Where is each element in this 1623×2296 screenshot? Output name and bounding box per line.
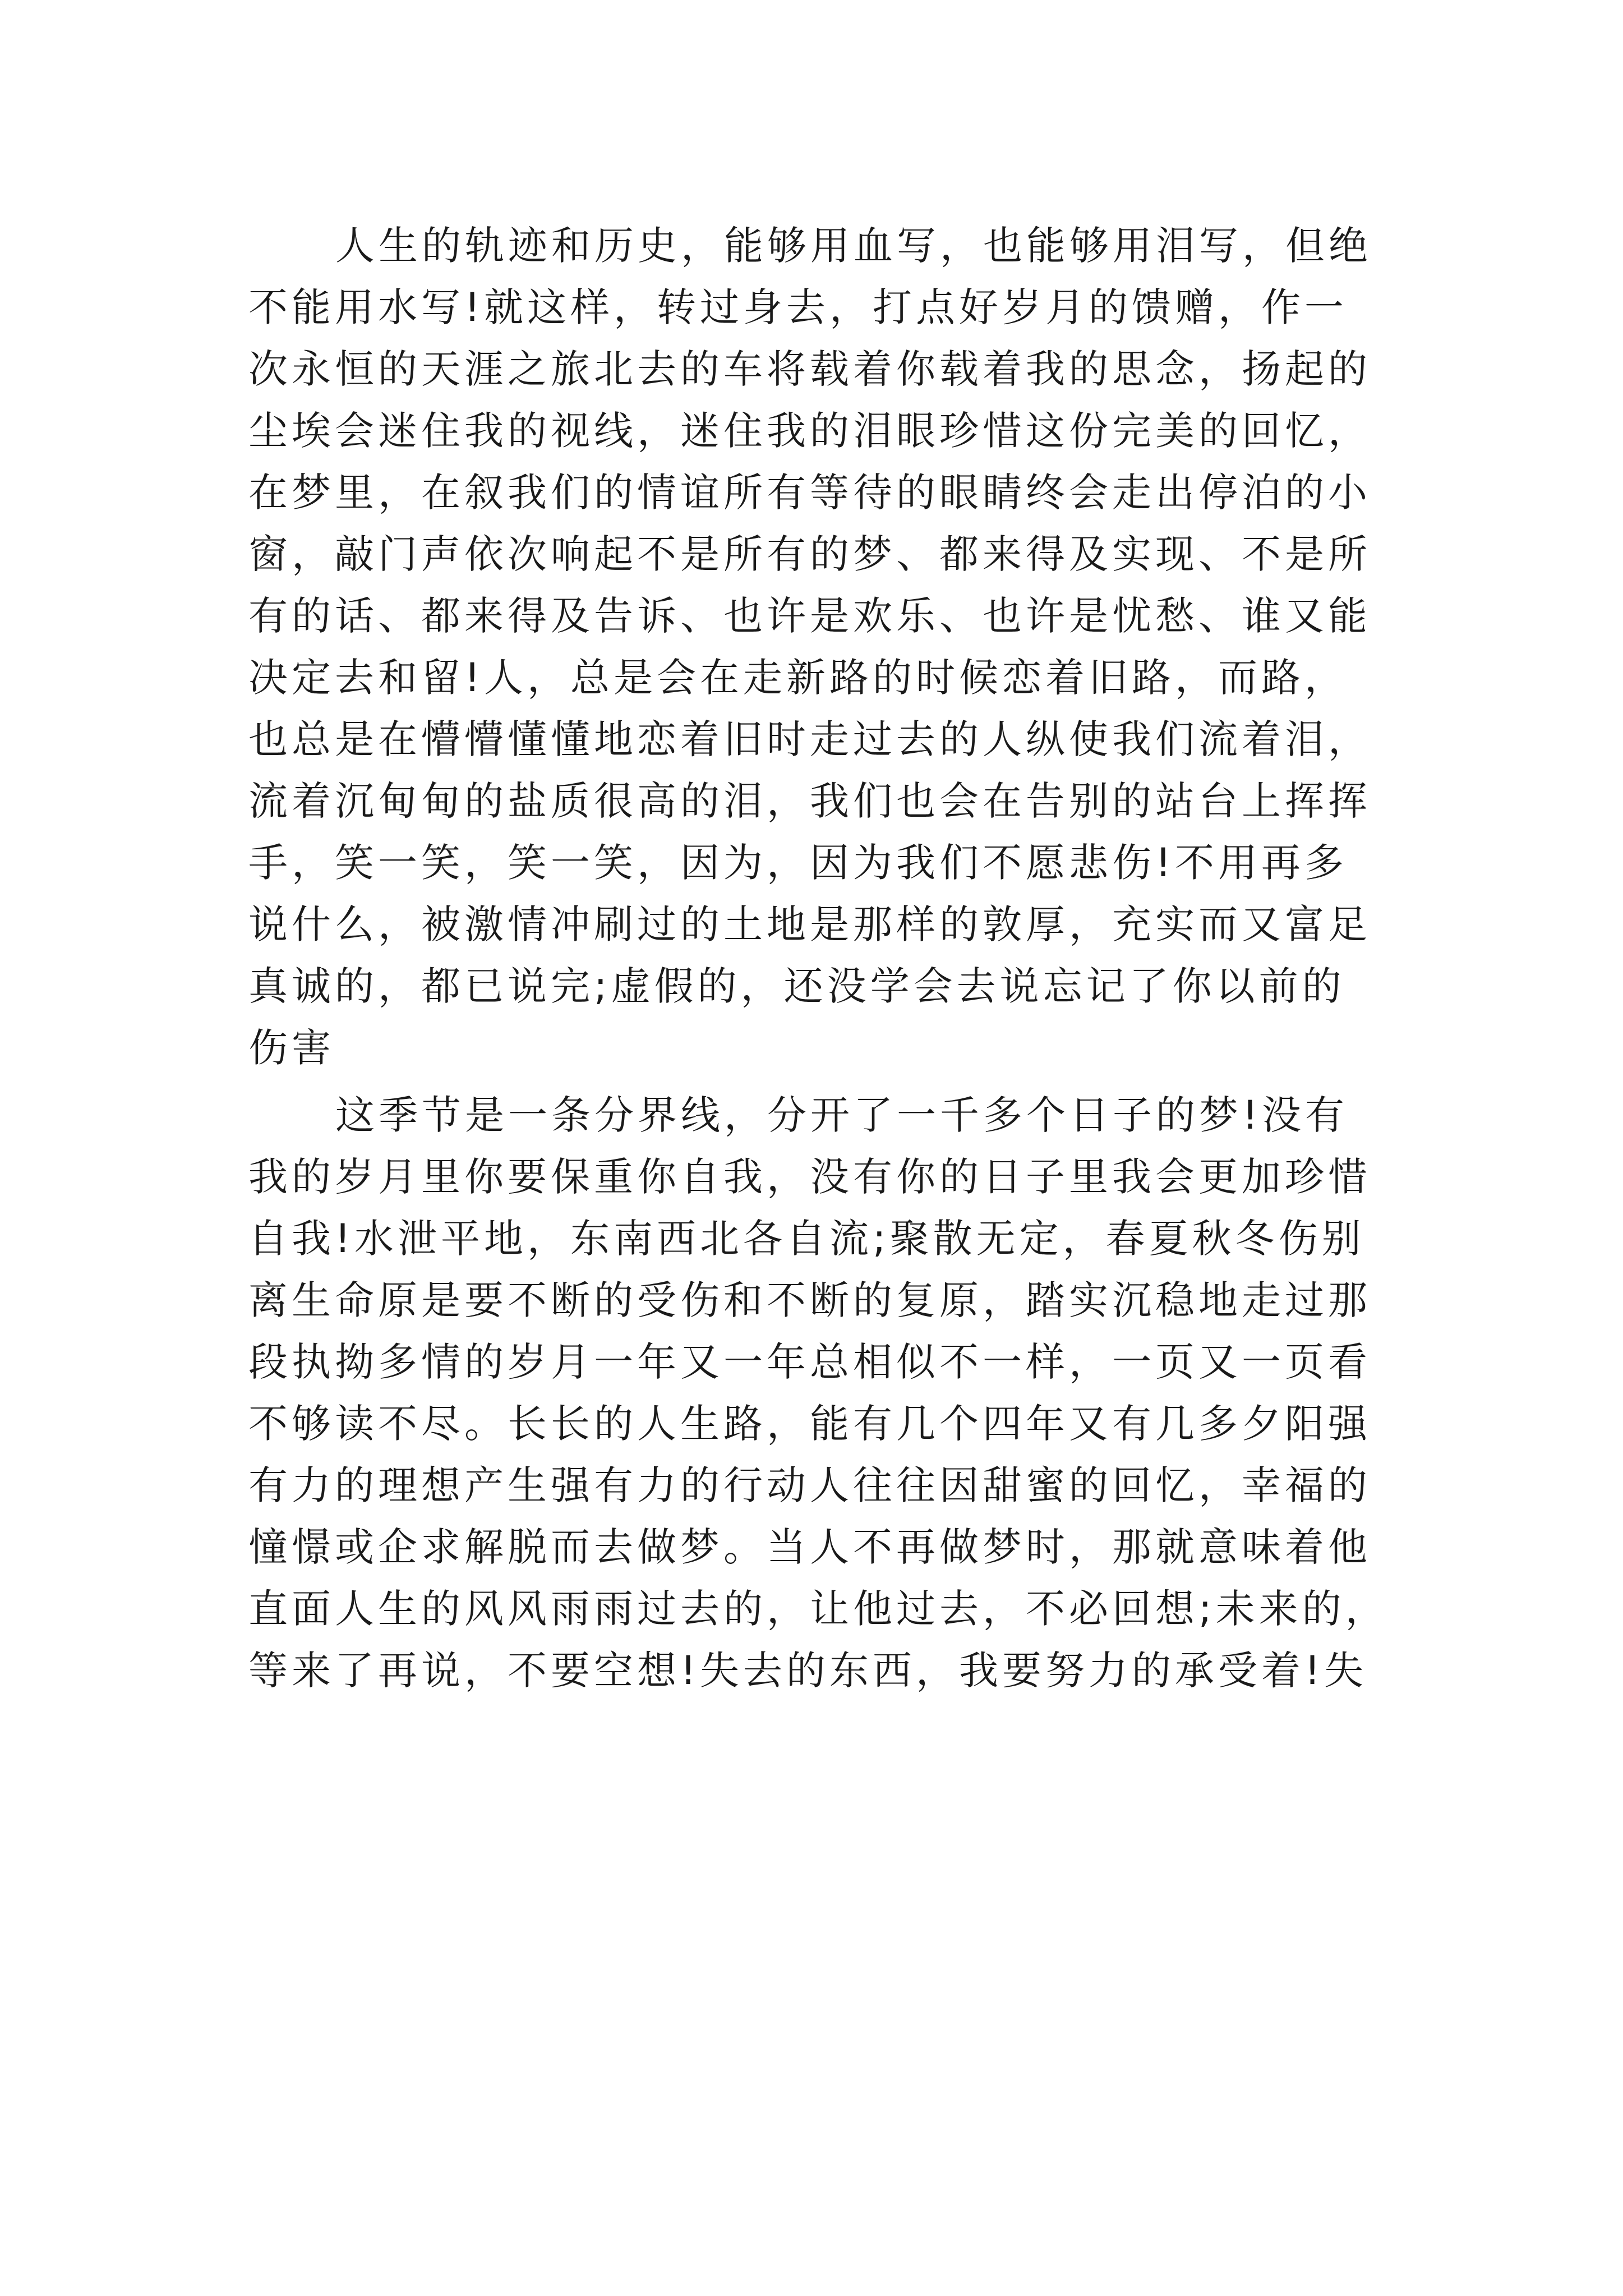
text-line: 说什么，被激情冲刷过的土地是那样的敦厚，充实而又富足 [248,901,1371,947]
text-line: 自我!水泄平地，东南西北各自流;聚散无定，春夏秋冬伤别 [248,1216,1365,1262]
text-line: 憧憬或企求解脱而去做梦。当人不再做梦时，那就意味着他 [248,1524,1371,1570]
text-line: 我的岁月里你要保重你自我，没有你的日子里我会更加珍惜 [248,1154,1371,1200]
text-line: 有的话、都来得及告诉、也许是欢乐、也许是忧愁、谁又能 [248,593,1371,639]
text-line: 不能用水写!就这样，转过身去，打点好岁月的馈赠，作一 [248,284,1348,330]
text-line: 有力的理想产生强有力的行动人往往因甜蜜的回忆，幸福的 [248,1462,1371,1508]
text-line: 等来了再说，不要空想!失去的东西，我要努力的承受着!失 [248,1648,1368,1694]
text-line: 也总是在懵懵懂懂地恋着旧时走过去的人纵使我们流着泪， [248,716,1371,762]
text-line: 尘埃会迷住我的视线，迷住我的泪眼珍惜这份完美的回忆， [248,408,1371,454]
text-line: 离生命原是要不断的受伤和不断的复原，踏实沉稳地走过那 [248,1277,1371,1323]
text-line: 决定去和留!人，总是会在走新路的时候恋着旧路，而路， [248,655,1348,701]
text-line: 人生的轨迹和历史，能够用血写，也能够用泪写，但绝 [335,223,1372,269]
text-line: 伤害 [248,1025,335,1071]
text-line: 在梦里，在叙我们的情谊所有等待的眼睛终会走出停泊的小 [248,470,1371,516]
text-line: 手，笑一笑，笑一笑，因为，因为我们不愿悲伤!不用再多 [248,840,1348,886]
text-line: 直面人生的风风雨雨过去的，让他过去，不必回想;未来的， [248,1586,1389,1632]
text-line: 次永恒的天涯之旅北去的车将载着你载着我的思念，扬起的 [248,346,1371,392]
text-line: 窗，敲门声依次响起不是所有的梦、都来得及实现、不是所 [248,531,1371,577]
text-line: 段执拗多情的岁月一年又一年总相似不一样，一页又一页看 [248,1339,1371,1385]
text-line: 流着沉甸甸的盐质很高的泪，我们也会在告别的站台上挥挥 [248,778,1371,824]
text-line: 这季节是一条分界线，分开了一千多个日子的梦!没有 [335,1092,1349,1138]
text-line: 不够读不尽。长长的人生路，能有几个四年又有几多夕阳强 [248,1401,1371,1447]
text-line: 真诚的，都已说完;虚假的，还没学会去说忘记了你以前的 [248,963,1345,1009]
